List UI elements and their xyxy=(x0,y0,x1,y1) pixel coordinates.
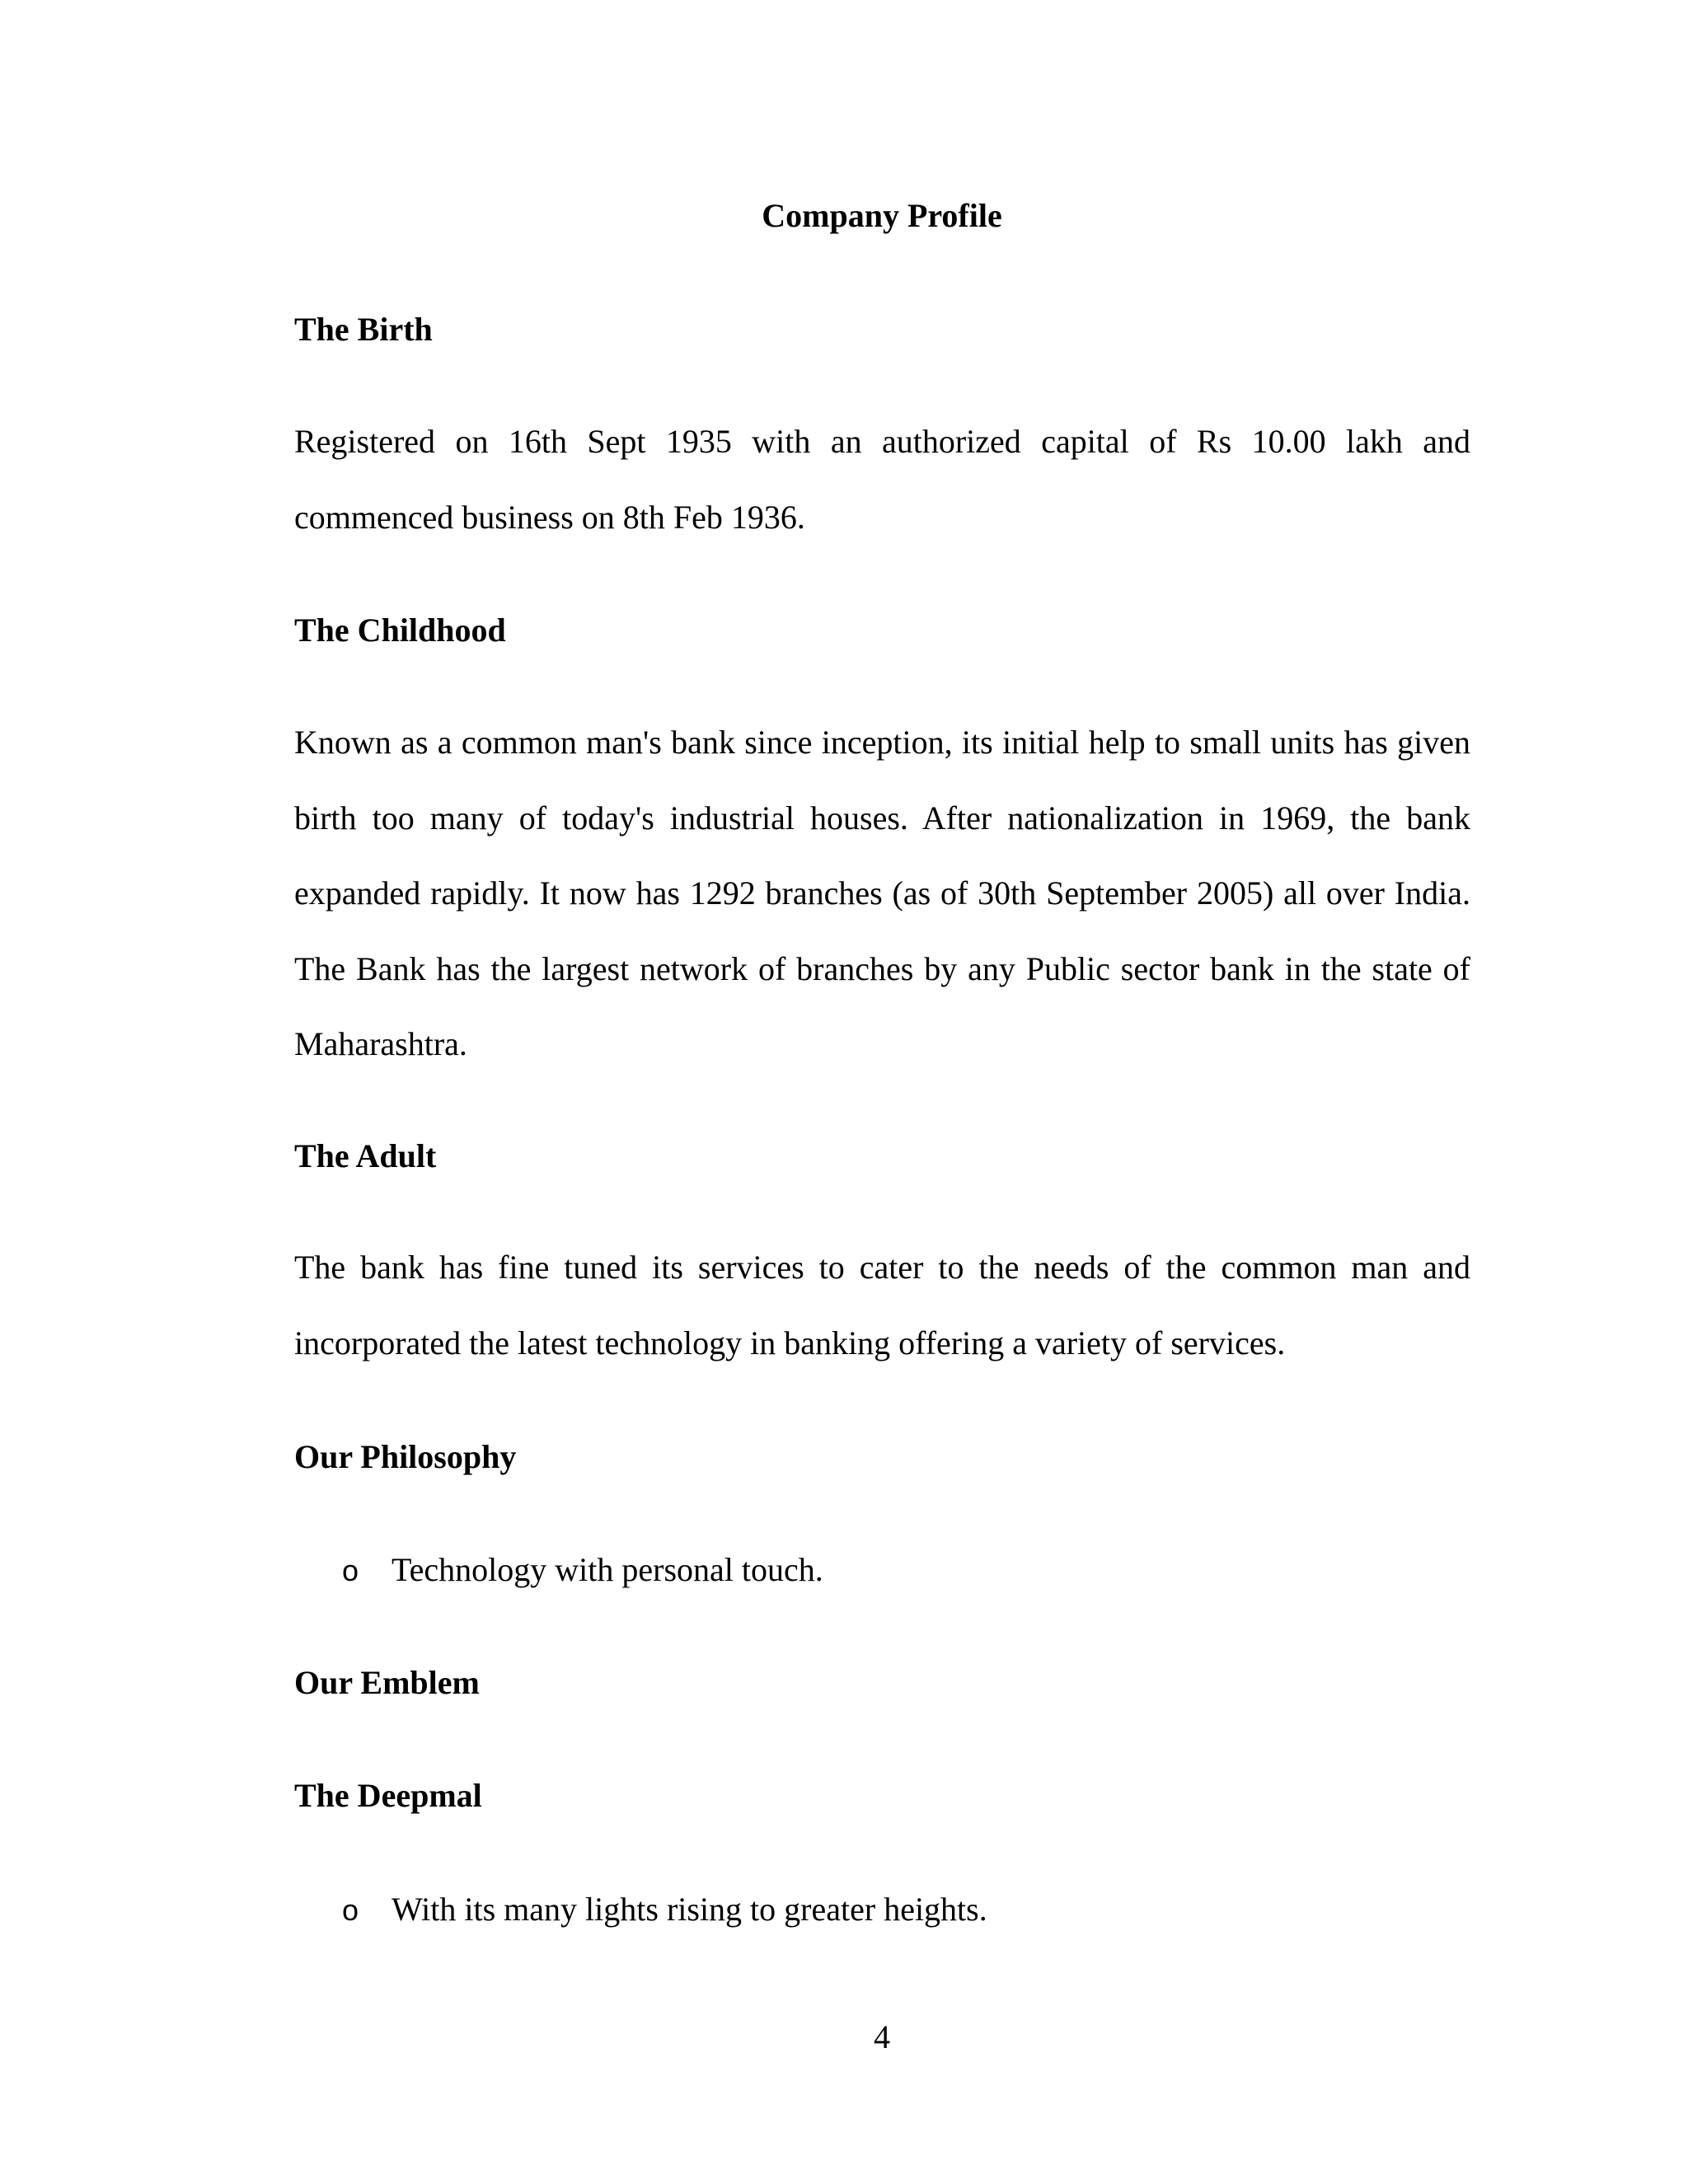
paragraph-line: Registered on 16th Sept 1935 with an authorized capital of Rs 10.00 lakh and xyxy=(294,423,1470,460)
paragraph-line: incorporated the latest technology in banking offering a variety of services. xyxy=(294,1324,1286,1361)
bullet-marker: o xyxy=(342,1554,359,1587)
bullet-marker: o xyxy=(342,1893,359,1927)
section-paragraph-birth xyxy=(294,404,1470,555)
paragraph-line: commenced business on 8th Feb 1936. xyxy=(294,498,805,536)
section-heading-philosophy: Our Philosophy xyxy=(294,1438,517,1475)
paragraph-line: The Bank has the largest network of branches by any Public sector bank in the state of xyxy=(294,949,1470,987)
section-heading-birth: The Birth xyxy=(294,311,433,348)
section-heading-childhood: The Childhood xyxy=(294,612,506,649)
bullet-text: With its many lights rising to greater heights. xyxy=(392,1891,987,1928)
paragraph-line: birth too many of today's industrial houses. After nationalization in 1969, the bank xyxy=(294,799,1470,837)
page-number: 4 xyxy=(874,2018,890,2055)
bullet-item-philosophy xyxy=(342,1545,823,1596)
paragraph-line: expanded rapidly. It now has 1292 branches (as of 30th September 2005) all over India. xyxy=(294,874,1470,912)
section-heading-adult: The Adult xyxy=(294,1137,437,1174)
section-heading-deepmal: The Deepmal xyxy=(294,1777,482,1814)
paragraph-line: Known as a common man's bank since inception, its initial help to small units has given xyxy=(294,724,1470,761)
section-heading-emblem: Our Emblem xyxy=(294,1664,480,1701)
bullet-text: Technology with personal touch. xyxy=(392,1551,823,1588)
paragraph-line: Maharashtra. xyxy=(294,1025,467,1062)
page-title: Company Profile xyxy=(762,197,1002,234)
bullet-item-deepmal xyxy=(342,1885,987,1935)
section-paragraph-childhood xyxy=(294,705,1470,1082)
paragraph-line: The bank has fine tuned its services to cater to the needs of the common man and xyxy=(294,1249,1470,1286)
section-paragraph-adult xyxy=(294,1230,1470,1380)
